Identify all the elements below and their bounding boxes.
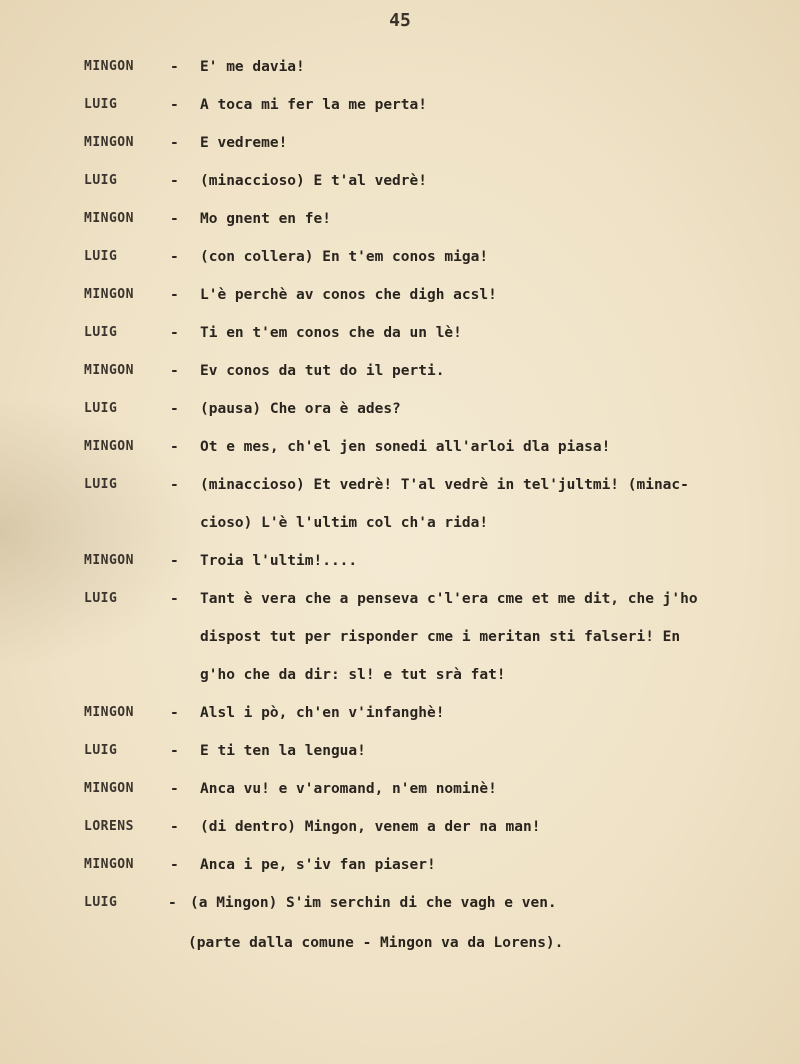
speaker-name: MINGON (84, 211, 134, 226)
dash-separator: - (170, 705, 179, 721)
dash-separator: - (170, 743, 179, 759)
stage-direction-text: (parte dalla comune - Mingon va da Lorens). (188, 935, 564, 951)
speaker-name: MINGON (84, 287, 134, 302)
dash-separator: - (170, 781, 179, 797)
dialogue-text: Anca vu! e v'aromand, n'em nominè! (200, 781, 497, 797)
dialogue-text: (pausa) Che ora è ades? (200, 401, 401, 417)
dialogue-text: (a Mingon) S'im serchin di che vagh e ven. (190, 895, 557, 911)
speaker-name: MINGON (84, 705, 134, 720)
speaker-name: LUIG (84, 97, 118, 112)
dash-separator: - (170, 211, 179, 227)
dialogue-continuation-text: dispost tut per risponder cme i meritan sti falseri! En (200, 629, 681, 645)
speaker-name: LUIG (84, 591, 118, 606)
dialogue-continuation-text: g'ho che da dir: sl! e tut srà fat! (200, 667, 506, 683)
speaker-name: MINGON (84, 857, 134, 872)
dialogue-text: E ti ten la lengua! (200, 743, 366, 759)
dash-separator: - (170, 591, 179, 607)
dash-separator: - (170, 363, 179, 379)
dialogue-text: Alsl i pò, ch'en v'infanghè! (200, 705, 445, 721)
dialogue-text: (di dentro) Mingon, venem a der na man! (200, 819, 541, 835)
speaker-name: MINGON (84, 553, 134, 568)
dialogue-text: Troia l'ultim!.... (200, 553, 358, 569)
dash-separator: - (170, 819, 179, 835)
speaker-name: LUIG (84, 477, 118, 492)
dialogue-text: Mo gnent en fe! (200, 211, 331, 227)
dialogue-text: (minaccioso) Et vedrè! T'al vedrè in tel'jultmi! (minac- (200, 477, 689, 493)
speaker-name: MINGON (84, 135, 134, 150)
dialogue-text: (con collera) En t'em conos miga! (200, 249, 489, 265)
dash-separator: - (170, 325, 179, 341)
speaker-name: MINGON (84, 439, 134, 454)
dialogue-text: L'è perchè av conos che digh acsl! (200, 287, 497, 303)
dash-separator: - (170, 857, 179, 873)
dash-separator: - (170, 401, 179, 417)
dialogue-text: Tant è vera che a penseva c'l'era cme et me dit, che j'ho (200, 591, 698, 607)
speaker-name: LUIG (84, 173, 118, 188)
speaker-name: LUIG (84, 249, 118, 264)
dash-separator: - (170, 439, 179, 455)
page-number: 45 (389, 10, 411, 31)
speaker-name: LUIG (84, 743, 118, 758)
dash-separator: - (170, 135, 179, 151)
dialogue-text: Anca i pe, s'iv fan piaser! (200, 857, 436, 873)
dash-separator: - (170, 249, 179, 265)
speaker-name: LORENS (84, 819, 134, 834)
dash-separator: - (170, 97, 179, 113)
dialogue-text: Ti en t'em conos che da un lè! (200, 325, 462, 341)
dialogue-continuation-text: cioso) L'è l'ultim col ch'a rida! (200, 515, 489, 531)
speaker-name: MINGON (84, 363, 134, 378)
speaker-name: LUIG (84, 325, 118, 340)
dialogue-text: (minaccioso) E t'al vedrè! (200, 173, 427, 189)
speaker-name: MINGON (84, 781, 134, 796)
dialogue-text: Ev conos da tut do il perti. (200, 363, 445, 379)
dash-separator: - (170, 477, 179, 493)
dash-separator: - (170, 173, 179, 189)
dash-separator: - (170, 287, 179, 303)
dash-separator: - (168, 895, 177, 911)
speaker-name: MINGON (84, 59, 134, 74)
dialogue-text: Ot e mes, ch'el jen sonedi all'arloi dla piasa! (200, 439, 611, 455)
dash-separator: - (170, 553, 179, 569)
dialogue-text: E' me davia! (200, 59, 305, 75)
speaker-name: LUIG (84, 895, 118, 910)
dialogue-text: A toca mi fer la me perta! (200, 97, 427, 113)
speaker-name: LUIG (84, 401, 118, 416)
dialogue-text: E vedreme! (200, 135, 288, 151)
dash-separator: - (170, 59, 179, 75)
